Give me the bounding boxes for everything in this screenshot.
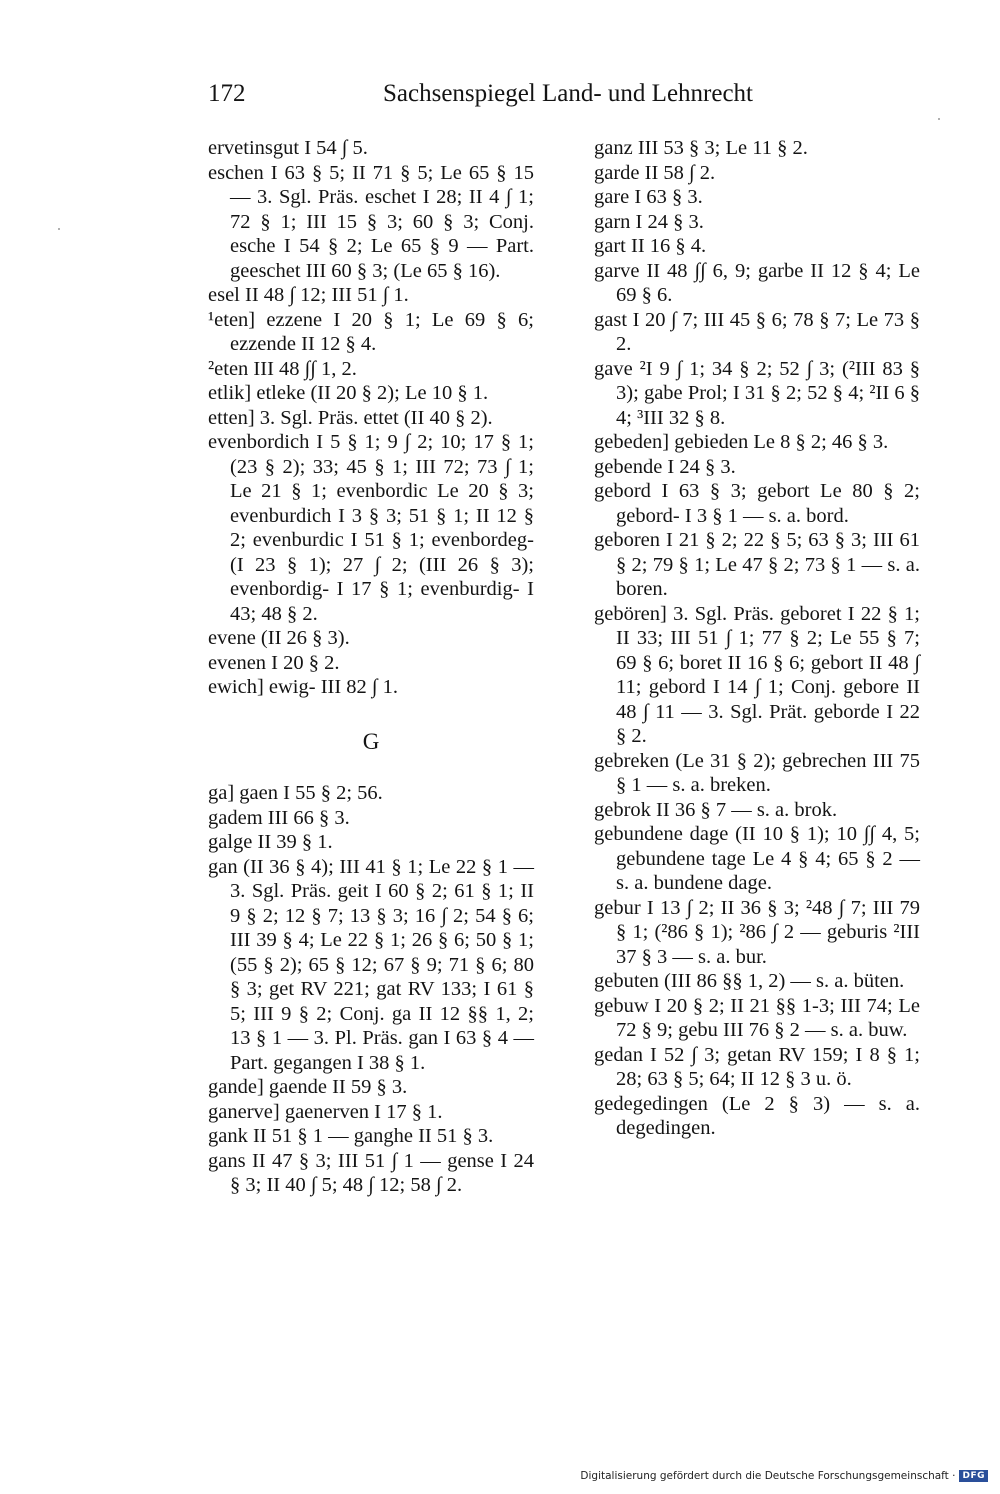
index-entry: esel II 48 ∫ 12; III 51 ∫ 1. (208, 284, 409, 306)
index-entry: eschen I 63 § 5; II 71 § 5; Le 65 § 15 — 3. Sgl. Präs. eschet I 28; II 4 ∫ 1; 72 § 1; III 15 § 3; 60 § 3; Conj. esche I 54 § 2; Le 65 § 9 — Part. geeschet III 60 § 3; (Le 65 § 16). (208, 161, 534, 282)
index-entry: ewich] ewig- III 82 ∫ 1. (208, 676, 399, 698)
index-entry: ganerve] gaenerven I 17 § 1. (208, 1100, 443, 1123)
index-entry: gan (II 36 § 4); III 41 § 1; Le 22 § 1 — 3. Sgl. Präs. geit I 60 § 2; 61 § 1; II 9 § 2; 12 § 7; 13 § 3; 16 ∫ 2; 54 § 6; III 39 § 4; Le 22 § 1; 26 § 6; 50 § 1; (55 § 2); 65 § 12; 67 § 9; 71 § 6; 80 § 3; get RV 221; gat RV 133; I 61 § 5; III 9 § 2; Conj. ga II 12 §§ 1, 2; 13 § 1 — 3. Pl. Präs. gan I 63 § 4 — Part. gegangen I 38 § 1. (208, 855, 534, 1074)
index-entry: gadem III 66 § 3. (208, 806, 350, 829)
digitization-footer (580, 1470, 988, 1482)
footer-credit: Digitalisierung gefördert durch die Deutsche Forschungsgemeinschaft · (580, 1470, 956, 1482)
index-entry: gave ²I 9 ∫ 1; 34 § 2; 52 ∫ 3; (²III 83 § 3); gabe Prol; I 31 § 2; 52 § 4; ²II 6 § 4; ³III 32 § 8. (594, 357, 920, 429)
index-entry: gast I 20 ∫ 7; III 45 § 6; 78 § 7; Le 73 § 2. (594, 308, 920, 355)
index-entry: etten] 3. Sgl. Präs. ettet (II 40 § 2). (208, 406, 493, 429)
index-entry: ¹eten] ezzene I 20 § 1; Le 69 § 6; ezzende II 12 § 4. (208, 308, 534, 355)
index-entry: garve II 48 ∫∫ 6, 9; garbe II 12 § 4; Le 69 § 6. (594, 259, 920, 306)
index-entry: evene (II 26 § 3). (208, 627, 350, 649)
index-entry: gande] gaende II 59 § 3. (208, 1076, 408, 1098)
index-entry: gebreken (Le 31 § 2); gebrechen III 75 § 1 — s. a. breken. (594, 749, 920, 796)
index-entry: evenen I 20 § 2. (208, 651, 340, 674)
index-entry: gebeden] gebieden Le 8 § 2; 46 § 3. (594, 431, 889, 453)
dfg-logo: DFG (959, 1470, 988, 1482)
index-entry: gebundene dage (II 10 § 1); 10 ∫∫ 4, 5; gebundene tage Le 4 § 4; 65 § 2 — s. a. bundene dage. (594, 823, 920, 894)
index-entry: gare I 63 § 3. (594, 186, 703, 208)
index-entry: garde II 58 ∫ 2. (594, 161, 716, 184)
index-entry: gedan I 52 ∫ 3; getan RV 159; I 8 § 1; 28; 63 § 5; 64; II 12 § 3 u. ö. (594, 1043, 920, 1090)
index-entry: geboren I 21 § 2; 22 § 5; 63 § 3; III 61 § 2; 79 § 1; Le 47 § 2; 73 § 1 — s. a. boren. (594, 529, 920, 600)
index-entry: ganz III 53 § 3; Le 11 § 2. (594, 137, 808, 159)
index-entry: ²eten III 48 ∫∫ 1, 2. (208, 357, 357, 380)
left-column (208, 136, 534, 1198)
index-entry: garn I 24 § 3. (594, 210, 704, 233)
page-number: 172 (208, 80, 246, 107)
index-entry: gebuten (III 86 §§ 1, 2) — s. a. büten. (594, 970, 905, 992)
index-entry: evenbordich I 5 § 1; 9 ∫ 2; 10; 17 § 1; (23 § 2); 33; 45 § 1; III 72; 73 ∫ 1; Le 21 § 1; evenbordic Le 20 § 3; evenburdich I 3 § 3; 51 § 1; II 12 § 2; evenburdic I 51 § 1; evenbordeg- (I 23 § 1); 27 ∫ 2; (III 26 § 3); evenbordig- I 17 § 1; evenburdig- I 43; 48 § 2. (208, 431, 534, 625)
scan-speck (58, 228, 60, 230)
index-entry: etlik] etleke (II 20 § 2); Le 10 § 1. (208, 382, 489, 404)
right-column (594, 136, 920, 1141)
index-entry: gedegedingen (Le 2 § 3) — s. a. degedingen. (594, 1092, 920, 1139)
running-title: Sachsenspiegel Land- und Lehnrecht (383, 80, 754, 107)
index-entry: gart II 16 § 4. (594, 235, 707, 257)
index-entry: galge II 39 § 1. (208, 831, 333, 853)
index-entry: gebören] 3. Sgl. Präs. geboret I 22 § 1; II 33; III 51 ∫ 1; 77 § 2; Le 55 § 7; 69 § 6; boret II 16 § 6; gebort II 48 ∫ 11; gebord I 14 ∫ 1; Conj. gebore II 48 ∫ 11 — 3. Sgl. Prät. geborde I 22 § 2. (594, 602, 920, 747)
scan-speck (938, 118, 940, 120)
index-entry: gans II 47 § 3; III 51 ∫ 1 — gense I 24 § 3; II 40 ∫ 5; 48 ∫ 12; 58 ∫ 2. (208, 1149, 534, 1196)
index-entry: gebende I 24 § 3. (594, 455, 736, 478)
index-entry: gebur I 13 ∫ 2; II 36 § 3; ²48 ∫ 7; III 79 § 1; (²86 § 1); ²86 ∫ 2 — geburis ²III 37 § 3 — s. a. bur. (594, 896, 920, 968)
index-entry: ervetinsgut I 54 ∫ 5. (208, 137, 368, 159)
index-entry: gebrok II 36 § 7 — s. a. brok. (594, 798, 838, 821)
index-entry: ga] gaen I 55 § 2; 56. (208, 782, 383, 804)
index-entry: gebord I 63 § 3; gebort Le 80 § 2; gebord- I 3 § 1 — s. a. bord. (594, 480, 920, 527)
index-entry: gebuw I 20 § 2; II 21 §§ 1-3; III 74; Le 72 § 9; gebu III 76 § 2 — s. a. buw. (594, 994, 920, 1041)
section-heading: G (362, 728, 380, 754)
index-entry: gank II 51 § 1 — ganghe II 51 § 3. (208, 1125, 494, 1147)
